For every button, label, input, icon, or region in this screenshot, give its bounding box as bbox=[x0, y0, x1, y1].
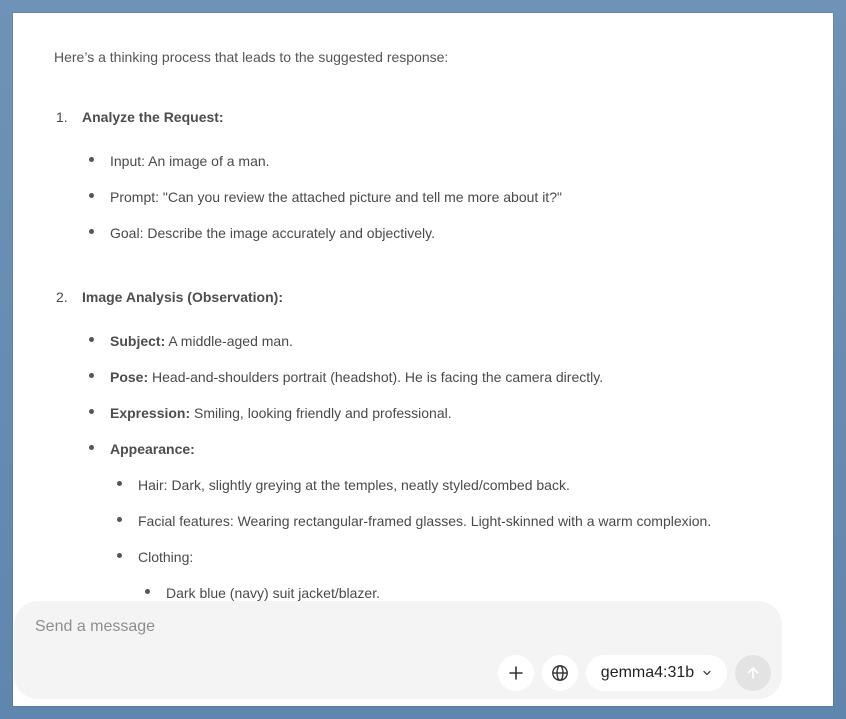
list-item: Prompt: "Can you review the attached picture and tell me more about it?" bbox=[110, 189, 562, 205]
list-item: Clothing: bbox=[138, 549, 194, 565]
send-button[interactable] bbox=[735, 655, 771, 691]
bullet bbox=[117, 553, 122, 558]
chat-window bbox=[13, 13, 833, 706]
bullet bbox=[89, 445, 94, 450]
list-item bbox=[110, 404, 452, 422]
list-item: Goal: Describe the image accurately and objectively. bbox=[110, 225, 436, 241]
bullet bbox=[89, 373, 94, 378]
web-search-button[interactable] bbox=[542, 655, 578, 691]
bullet bbox=[117, 517, 122, 522]
section-title: Image Analysis (Observation): bbox=[82, 289, 283, 305]
list-item bbox=[110, 440, 195, 458]
list-item bbox=[110, 368, 603, 386]
item-text: A middle-aged man. bbox=[165, 333, 293, 349]
list-item: Dark blue (navy) suit jacket/blazer. bbox=[166, 585, 380, 601]
bullet bbox=[145, 589, 150, 594]
message-composer bbox=[14, 601, 782, 699]
list-item: Input: An image of a man. bbox=[110, 153, 270, 169]
bullet bbox=[89, 409, 94, 414]
item-text: Head-and-shoulders portrait (headshot). He is facing the camera directly. bbox=[148, 369, 604, 385]
intro-text: Here’s a thinking process that leads to the suggested response: bbox=[54, 49, 449, 65]
item-label: Pose: bbox=[110, 369, 149, 385]
plus-icon bbox=[508, 665, 524, 681]
message-input[interactable] bbox=[35, 618, 735, 636]
bullet bbox=[89, 193, 94, 198]
list-item: Facial features: Wearing rectangular-framed glasses. Light-skinned with a warm complexion. bbox=[138, 513, 712, 529]
item-label: Expression: bbox=[110, 405, 191, 421]
section-number: 1. bbox=[56, 109, 68, 125]
section-number: 2. bbox=[56, 289, 68, 305]
section-title: Analyze the Request: bbox=[82, 109, 224, 125]
bullet bbox=[89, 337, 94, 342]
globe-icon bbox=[551, 664, 569, 682]
item-text: Smiling, looking friendly and professional. bbox=[190, 405, 452, 421]
item-label: Appearance: bbox=[110, 441, 195, 457]
model-name: gemma4:31b bbox=[600, 664, 695, 681]
model-selector[interactable] bbox=[586, 655, 727, 691]
chevron-down-icon bbox=[702, 668, 712, 678]
list-item bbox=[110, 332, 293, 350]
item-label: Subject: bbox=[110, 333, 166, 349]
bullet bbox=[117, 481, 122, 486]
list-item: Hair: Dark, slightly greying at the temples, neatly styled/combed back. bbox=[138, 477, 570, 493]
arrow-up-icon bbox=[745, 665, 761, 681]
add-button[interactable] bbox=[498, 655, 534, 691]
bullet bbox=[89, 157, 94, 162]
bullet bbox=[89, 229, 94, 234]
